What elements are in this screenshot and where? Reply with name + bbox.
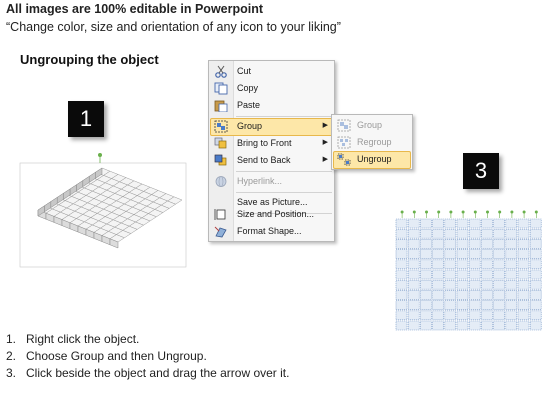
ungrouped-cell: [481, 250, 492, 259]
group-icon: [337, 119, 351, 132]
ungrouped-cell: [396, 311, 407, 320]
submenu-item-regroup[interactable]: [332, 134, 412, 151]
menu-item-copy[interactable]: [209, 80, 334, 97]
ungrouped-cell: [518, 219, 529, 228]
menu-item-label: Format Shape...: [237, 226, 302, 236]
ungrouped-cell: [445, 219, 456, 228]
instruction-text: Choose Group and then Ungroup.: [26, 349, 207, 363]
ungrouped-cell: [494, 239, 505, 248]
menu-item-label: Paste: [237, 100, 261, 110]
ungrouped-cell: [433, 321, 444, 330]
ungrouped-cell: [518, 260, 529, 269]
ungrouped-cell: [469, 239, 480, 248]
step-3-badge: 3: [463, 153, 499, 189]
ungrouped-cell: [469, 260, 480, 269]
ungrouped-cell: [396, 290, 407, 299]
ungrouped-cell: [445, 311, 456, 320]
ungrouped-cell: [469, 290, 480, 299]
ungrouped-cell: [506, 311, 517, 320]
menu-item-label: Copy: [237, 83, 259, 93]
ungrouped-cell: [506, 219, 517, 228]
ungrouped-cell: [433, 301, 444, 310]
ungrouped-cell: [530, 321, 541, 330]
submenu-item-ungroup[interactable]: [332, 151, 412, 168]
ungrouped-cell: [420, 239, 431, 248]
ungrouped-cell: [530, 290, 541, 299]
regroup-icon: [337, 136, 351, 149]
ungrouped-cell: [494, 250, 505, 259]
ungrouped-cell: [481, 301, 492, 310]
menu-item-label: Bring to Front: [237, 138, 292, 148]
ungrouped-cell: [506, 321, 517, 330]
send-back-icon: [214, 154, 228, 167]
menu-item-hyperlink[interactable]: [209, 173, 334, 190]
rotation-handle: [523, 211, 526, 214]
ungrouped-cell: [469, 219, 480, 228]
menu-item-send-to-back[interactable]: [209, 152, 334, 169]
ungrouped-cell: [457, 290, 468, 299]
ungrouped-cell: [506, 290, 517, 299]
rotation-handle: [98, 153, 102, 157]
ungrouped-cell: [433, 280, 444, 289]
ungrouped-cell: [420, 229, 431, 238]
bring-front-icon: [214, 137, 228, 150]
format-shape-icon: [214, 225, 228, 238]
ungrouped-cell: [530, 280, 541, 289]
instruction-step-2: [6, 348, 289, 365]
rotation-handle: [498, 211, 501, 214]
ungrouped-cell: [494, 270, 505, 279]
ungrouped-cell: [469, 280, 480, 289]
ungrouped-cell: [494, 301, 505, 310]
ungrouped-cell: [396, 301, 407, 310]
ungrouped-cell: [396, 270, 407, 279]
ungrouped-cell: [408, 270, 419, 279]
ungrouped-cell: [420, 250, 431, 259]
ungrouped-cell: [408, 280, 419, 289]
instruction-number: 1.: [6, 332, 17, 346]
submenu-item-label: Ungroup: [357, 154, 392, 164]
ungrouped-cell: [481, 239, 492, 248]
ungrouped-cell: [445, 229, 456, 238]
ungrouped-cell: [518, 270, 529, 279]
ungrouped-cell: [457, 311, 468, 320]
ungrouped-cell: [494, 311, 505, 320]
ungrouped-cell: [420, 219, 431, 228]
ungrouped-cell: [457, 239, 468, 248]
ungrouped-cell: [457, 229, 468, 238]
rotation-handle: [425, 211, 428, 214]
instruction-step-3: [6, 365, 289, 382]
menu-item-cut[interactable]: [209, 63, 334, 80]
rotation-handle: [401, 211, 404, 214]
ungrouped-cell: [420, 270, 431, 279]
menu-separator: [236, 116, 332, 117]
ungrouped-cell: [420, 321, 431, 330]
ungrouped-cell: [433, 311, 444, 320]
ungrouped-cell: [494, 229, 505, 238]
menu-item-label: Save as Picture...: [237, 197, 308, 207]
ungrouped-cell: [481, 321, 492, 330]
ungrouped-cell: [518, 280, 529, 289]
ungrouped-cell: [494, 321, 505, 330]
ungrouped-cell: [530, 260, 541, 269]
ungrouped-cell: [420, 290, 431, 299]
menu-highlight: [210, 118, 333, 136]
instruction-number: 3.: [6, 366, 17, 380]
menu-item-label: Send to Back: [237, 155, 291, 165]
ungrouped-cell: [408, 290, 419, 299]
ungrouped-cell: [396, 219, 407, 228]
ungrouped-cell: [469, 270, 480, 279]
group-icon: [214, 120, 228, 133]
instructions-list: [6, 331, 289, 382]
ungrouped-cell: [445, 239, 456, 248]
ungrouped-cell: [469, 301, 480, 310]
ungrouped-cell: [420, 280, 431, 289]
ungrouped-cell: [433, 270, 444, 279]
menu-item-size-and-position[interactable]: [209, 206, 334, 223]
ungrouped-cell: [518, 229, 529, 238]
ungrouped-cell: [445, 321, 456, 330]
copy-icon: [214, 82, 228, 95]
rotation-handle: [413, 211, 416, 214]
ungrouped-cell: [445, 290, 456, 299]
ungrouped-cell: [506, 239, 517, 248]
ungrouped-cells: [396, 211, 541, 331]
menu-item-paste[interactable]: [209, 97, 334, 114]
ungrouped-cell: [518, 290, 529, 299]
submenu-item-group[interactable]: [332, 117, 412, 134]
ungrouped-cell: [469, 321, 480, 330]
ungrouped-cell: [481, 290, 492, 299]
ungrouped-cell: [457, 250, 468, 259]
ungrouped-cell: [530, 239, 541, 248]
rotation-handle: [510, 211, 513, 214]
ungrouped-cell: [408, 229, 419, 238]
ungrouped-cell: [518, 311, 529, 320]
ungrouped-cell: [396, 239, 407, 248]
submenu-arrow-icon: ▶: [322, 156, 328, 163]
ungrouped-cell: [457, 219, 468, 228]
ungrouped-cell: [506, 270, 517, 279]
hyperlink-icon: [214, 175, 228, 188]
ungrouped-cell: [408, 250, 419, 259]
ungrouped-cell: [420, 311, 431, 320]
ungrouped-cell: [518, 321, 529, 330]
menu-item-label: Group: [237, 121, 263, 131]
ungrouped-cell: [457, 321, 468, 330]
menu-item-label: Size and Position...: [237, 209, 315, 219]
ungrouped-cell: [506, 250, 517, 259]
menu-item-label: Cut: [237, 66, 252, 76]
rotation-handle: [486, 211, 489, 214]
header-title: All images are 100% editable in Powerpoint: [6, 2, 264, 16]
ungrouped-cell: [433, 229, 444, 238]
instruction-number: 2.: [6, 349, 17, 363]
ungrouped-cell: [457, 280, 468, 289]
submenu-arrow-icon: ▶: [322, 122, 328, 129]
menu-separator: [236, 171, 332, 172]
ungrouped-cell: [494, 219, 505, 228]
submenu-item-label: Group: [357, 120, 383, 130]
rotation-handle: [449, 211, 452, 214]
ungrouped-cube-grid[interactable]: [392, 210, 542, 332]
ungrouped-cell: [433, 239, 444, 248]
ungrouped-cell: [396, 280, 407, 289]
ungrouped-cell: [396, 250, 407, 259]
section-title: Ungrouping the object: [20, 52, 159, 67]
size-position-icon: [214, 208, 228, 221]
ungrouped-cell: [420, 301, 431, 310]
rotation-handle: [462, 211, 465, 214]
menu-item-format-shape[interactable]: [209, 223, 334, 240]
ungrouped-cell: [494, 260, 505, 269]
ungrouped-cell: [445, 301, 456, 310]
ungrouped-cell: [506, 280, 517, 289]
ungrouped-cell: [420, 260, 431, 269]
ungrouped-cell: [506, 301, 517, 310]
ungrouped-cell: [408, 321, 419, 330]
rotation-handle: [437, 211, 440, 214]
ungrouped-cell: [396, 321, 407, 330]
ungrouped-cell: [469, 311, 480, 320]
menu-separator: [236, 192, 332, 193]
ungrouped-cell: [457, 301, 468, 310]
ungrouped-cell: [530, 301, 541, 310]
ungrouped-cell: [494, 290, 505, 299]
ungrouped-cell: [518, 250, 529, 259]
ungrouped-cell: [530, 270, 541, 279]
instruction-text: Click beside the object and drag the arrow over it.: [26, 366, 290, 380]
ungrouped-cell: [469, 229, 480, 238]
ungrouped-cell: [445, 260, 456, 269]
ungrouped-cell: [481, 219, 492, 228]
instruction-text: Right click the object.: [26, 332, 140, 346]
header-subtitle: “Change color, size and orientation of any icon to your liking”: [6, 20, 341, 34]
ungrouped-cell: [408, 219, 419, 228]
submenu-item-label: Regroup: [357, 137, 392, 147]
ungrouped-cell: [408, 311, 419, 320]
ungrouped-cell: [494, 280, 505, 289]
rotation-handle: [474, 211, 477, 214]
menu-item-group[interactable]: [209, 118, 334, 135]
grouped-cube-grid[interactable]: [18, 150, 188, 270]
cube-cells: [38, 168, 182, 248]
ungrouped-cell: [433, 219, 444, 228]
ungrouped-cell: [408, 239, 419, 248]
ungrouped-cell: [408, 260, 419, 269]
ungrouped-cell: [481, 280, 492, 289]
scissors-icon: [214, 65, 228, 78]
paste-icon: [214, 99, 228, 112]
ungrouped-cell: [433, 290, 444, 299]
ungrouped-cell: [457, 270, 468, 279]
ungrouped-cell: [445, 270, 456, 279]
ungrouped-cell: [396, 260, 407, 269]
ungrouped-cell: [481, 260, 492, 269]
ungrouped-cell: [530, 229, 541, 238]
ungrouped-cell: [481, 270, 492, 279]
instruction-step-1: [6, 331, 289, 348]
ungrouped-cell: [469, 250, 480, 259]
submenu-arrow-icon: ▶: [322, 139, 328, 146]
ungrouped-cell: [445, 250, 456, 259]
ungrouped-cell: [481, 311, 492, 320]
ungrouped-cell: [518, 239, 529, 248]
ungrouped-cell: [408, 301, 419, 310]
ungroup-icon: [337, 153, 351, 166]
menu-item-label: Hyperlink...: [237, 176, 283, 186]
ungrouped-cell: [506, 229, 517, 238]
ungrouped-cell: [481, 229, 492, 238]
ungrouped-cell: [396, 229, 407, 238]
ungrouped-cell: [433, 250, 444, 259]
ungrouped-cell: [506, 260, 517, 269]
ungrouped-cell: [445, 280, 456, 289]
step-1-badge: 1: [68, 101, 104, 137]
ungrouped-cell: [530, 311, 541, 320]
menu-item-bring-to-front[interactable]: [209, 135, 334, 152]
group-submenu: [331, 114, 413, 170]
ungrouped-cell: [433, 260, 444, 269]
context-menu: [208, 60, 335, 242]
ungrouped-cell: [457, 260, 468, 269]
rotation-handle: [535, 211, 538, 214]
ungrouped-cell: [518, 301, 529, 310]
ungrouped-cell: [530, 219, 541, 228]
ungrouped-cell: [530, 250, 541, 259]
